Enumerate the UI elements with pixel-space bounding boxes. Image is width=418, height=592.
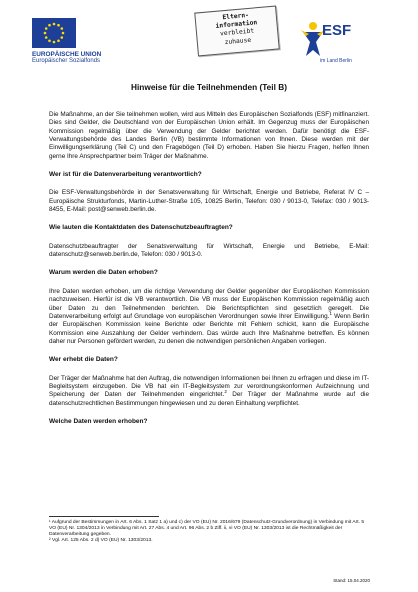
stamp-line-3: verbleibt <box>219 27 255 38</box>
heading-data-protection-officer: Wie lauten die Kontaktdaten des Datenschutzbeauftragten? <box>49 224 233 232</box>
paragraph-data-protection-officer: Datenschutzbeauftragter der Senatsverwaltung für Wirtschaft, Energie und Betriebe, E-Mail: datenschutz@senweb.berlin.de, Telefon: 030 / 9013-0. <box>49 242 369 259</box>
stamp-line-1: Eltern- <box>222 11 250 22</box>
footnote-2: ² Vgl. Art. 125 Abs. 2 d) VO (EU) Nr. 1303/2013. <box>49 538 153 544</box>
stamp-line-4: zuhause <box>224 36 252 46</box>
document-body <box>49 111 369 436</box>
eu-subtitle: Europäischer Sozialfonds <box>32 58 101 65</box>
parent-info-stamp <box>194 6 280 57</box>
why-collected-part-2: Wenn Berlin der Europäischen Kommission keine Berichte oder Berichte mit Fehlern schickt, kann die Europäische Kommission eine Auszahlung der Gelder verhindern. Das würde auch Ihre Maßnahme betreffen. Es können daher nur Personen gefördert werden, zu denen die notwendigen persönlichen Angaben vorliegen. <box>49 312 369 345</box>
heading-why-collected: Warum werden die Daten erhoben? <box>49 269 158 277</box>
stamp-line-2: information <box>215 19 258 31</box>
document-date: Stand: 15.04.2020 <box>333 578 370 583</box>
esf-logo <box>300 18 380 68</box>
footnotes <box>49 520 369 544</box>
heading-which-data: Welche Daten werden erhoben? <box>49 417 148 425</box>
footnote-ref-1: 1 <box>329 310 332 316</box>
intro-paragraph: Die Maßnahme, an der Sie teilnehmen wollen, wird aus Mitteln des Europäischen Sozialfonds (ESF) mitfinanziert. Dies sind Gelder, die Deutschland von der Europäischen Union erhält. Im Gegenzug muss der Europäischen Kommission regelmäßig über die Verwendung der Gelder berichtet werden. Dafür benötigt die ESF-Verwaltungsbehörde des Landes Berlin (VB) bestimmte Informationen von Ihnen. Diese werden mit der Einwilligungserklärung (Teil C) und den Fragebögen (Teil D) erhoben. Haben Sie hierzu Fragen, helfen Ihnen gerne Ihre Ansprechpartner beim Träger der Maßnahme. <box>49 111 369 160</box>
esf-wordmark: ESF <box>322 22 352 39</box>
footnote-ref-2: 2 <box>224 389 227 395</box>
eu-name: EUROPÄISCHE UNION <box>32 51 102 58</box>
footnote-divider <box>49 516 159 517</box>
why-collected-part-1: Ihre Daten werden erhoben, um die richtige Verwendung der Gelder gegenüber der Europäischen Kommission nachzuweisen. Hierfür ist die VB verantwortlich. Die VB muss der Europäischen Kommission regelmäßig auch über Daten zu den Teilnehmenden berichten. Die Berichtspflichten sind gesetzlich geregelt. Die Datenverarbeitung erfolgt auf Grundlage von europäischen Verordnungen sowie Ihrer Einwilligung. <box>49 287 369 320</box>
eu-flag-icon <box>32 18 76 48</box>
who-collects-part-1: Der Träger der Maßnahme hat den Auftrag, die notwendigen Informationen bei Ihnen zu erfragen und diese im IT-Begleitsystem einzugeben. Die VB hat ein IT-Begleitsystem zur verordnungskonformen Aufzeichnung und Speicherung der Daten der Teilnehmenden eingerichtet. <box>49 374 369 399</box>
paragraph-responsible: Die ESF-Verwaltungsbehörde in der Senatsverwaltung für Wirtschaft, Energie und Betriebe, Referat IV C – Europäische Strukturfonds, Martin-Luther-Straße 105, 10825 Berlin, Telefon: 030 / 9013-0, Telefax: 030 / 9013-8455, E-Mail: post@senweb.berlin.de. <box>49 189 369 214</box>
esf-subtitle: im Land Berlin <box>320 58 352 64</box>
paragraph-who-collects <box>49 375 369 408</box>
who-collects-part-2: Der Träger der Maßnahme wurde auf die datenschutzrechtlichen Bestimmungen hingewiesen und zu deren Einhaltung verpflichtet. <box>49 391 369 407</box>
footnote-1: ¹ Aufgrund der Bestimmungen in Art. 6 Abs. 1 Satz 1 a) und c) der VO (EU) Nr. 2016/679 (Datenschutz-Grundverordnung) in Verbindung mit Art. 5 VO (EU) Nr. 1304/2013 in Verbindung mit Art. 27 Abs. 4 und Art. 96 Abs. 2 b Ziff. ii, vi VO (EU) Nr. 1303/2013 ist die Rechtmäßigkeit der Datenverarbeitung gegeben. <box>49 520 365 538</box>
paragraph-why-collected <box>49 288 369 346</box>
eu-logo <box>32 18 152 65</box>
page-title: Hinweise für die Teilnehmenden (Teil B) <box>131 82 287 92</box>
heading-responsible: Wer ist für die Datenverarbeitung verantwortlich? <box>49 171 202 179</box>
heading-who-collects: Wer erhebt die Daten? <box>49 356 118 364</box>
